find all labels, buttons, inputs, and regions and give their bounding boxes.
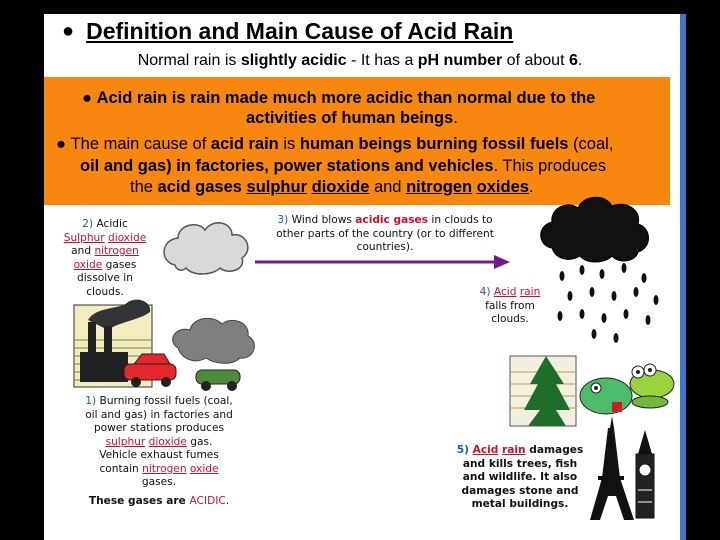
caption-text: oxide <box>189 462 219 475</box>
caption-text: metal buildings. <box>471 498 569 510</box>
caption-text: gases <box>105 258 137 271</box>
step-number: 4) <box>479 286 491 298</box>
step-number: 3) <box>277 214 289 226</box>
step-3-caption <box>250 214 520 255</box>
caption-text: and wildlife. It also <box>462 471 578 483</box>
eiffel-tower-icon <box>590 416 634 520</box>
caption-text: rain <box>502 444 526 456</box>
step-number: 1) <box>85 395 97 407</box>
caption-text: Burning fossil fuels (coal, <box>99 395 233 407</box>
caption-text: Acid <box>472 444 499 456</box>
tree-icon <box>510 356 576 426</box>
caption-text: ACIDIC <box>189 494 226 507</box>
caption-text: sulphur <box>105 435 146 448</box>
caption-text: acidic gases <box>355 214 429 226</box>
raindrops-icon <box>558 263 659 343</box>
box-text: the <box>130 178 158 196</box>
box-text: sulphur <box>246 178 308 196</box>
title-text: Definition and Main Cause of Acid Rain <box>86 17 514 44</box>
subtitle-part: slightly acidic <box>240 52 347 69</box>
caption-text: Acid <box>493 286 517 298</box>
subtitle-part: pH number <box>417 52 503 69</box>
box-text: human beings burning fossil fuels <box>299 135 569 153</box>
box-text: The main cause of <box>70 135 211 153</box>
step-4-caption <box>468 286 552 327</box>
rain-cloud-icon <box>541 197 649 262</box>
box-text: and <box>369 178 407 196</box>
caption-text: Wind blows <box>291 214 356 226</box>
caption-text: oil and gas) in factories and <box>85 408 233 421</box>
box-text: Acid rain is rain made much more acidic than normal due to the <box>96 89 596 107</box>
caption-text: clouds. <box>491 313 529 325</box>
box-text: oil and gas) in factories, power stations and vehicles <box>80 157 494 175</box>
exhaust-smoke-icon <box>173 318 255 363</box>
caption-text: dissolve in <box>77 272 133 284</box>
step-5-caption <box>452 444 588 512</box>
caption-text: Acidic <box>96 218 128 230</box>
subtitle-part: - It has a <box>346 52 418 69</box>
caption-text: dioxide <box>107 231 147 244</box>
subtitle-part: . <box>577 52 583 69</box>
grey-cloud-icon <box>164 223 248 274</box>
caption-text: and <box>71 245 92 257</box>
caption-text: falls from <box>485 299 535 312</box>
box-text: . <box>528 178 534 196</box>
caption-text: and kills trees, fish <box>462 457 578 470</box>
box-text: . <box>453 109 458 127</box>
title-bullet: ● <box>62 19 75 42</box>
caption-text: Sulphur <box>63 231 105 244</box>
step-2-caption <box>50 218 160 299</box>
box-text: activities of human beings <box>246 109 454 127</box>
caption-text: gas. <box>186 435 213 448</box>
frog-icon <box>580 364 674 414</box>
subtitle-part: 6 <box>568 52 578 69</box>
caption-text: damages <box>525 444 584 456</box>
caption-text: These gases are <box>88 494 190 507</box>
caption-text: rain <box>519 286 541 298</box>
caption-text: nitrogen <box>142 462 187 475</box>
box-text: oxides <box>476 178 529 196</box>
box-text: nitrogen <box>406 178 473 196</box>
caption-text: dioxide <box>148 435 187 448</box>
caption-text: contain <box>99 462 143 475</box>
caption-text: countries). <box>356 241 414 253</box>
caption-text: gases. <box>141 476 177 488</box>
wind-arrow-icon <box>255 255 510 269</box>
box-text: (coal, <box>568 135 614 153</box>
caption-text: . <box>225 494 230 507</box>
caption-text: other parts of the country (or to different <box>276 227 494 240</box>
caption-text: Vehicle exhaust fumes <box>99 449 219 461</box>
box-text: dioxide <box>311 178 370 196</box>
box-text: is <box>278 135 300 153</box>
subtitle-part: of about <box>502 52 569 69</box>
caption-text: damages stone and <box>461 484 579 497</box>
caption-text: oxide <box>73 258 103 271</box>
box-bullet: ● <box>56 135 66 153</box>
step-number: 5) <box>456 444 469 456</box>
caption-text: clouds. <box>86 285 124 298</box>
caption-text: power stations produces <box>93 422 225 434</box>
car-icon <box>196 370 240 391</box>
box-text: acid gases <box>157 178 247 196</box>
caption-text: in clouds to <box>428 214 493 226</box>
box-bullet: ● <box>82 89 92 107</box>
big-ben-icon <box>636 430 654 518</box>
caption-text: nitrogen <box>94 245 139 257</box>
step-1-caption <box>68 395 250 508</box>
step-number: 2) <box>82 218 94 230</box>
box-text: acid rain <box>210 135 279 153</box>
box-text: . This produces <box>493 157 607 175</box>
subtitle-part: Normal rain is <box>137 52 241 69</box>
